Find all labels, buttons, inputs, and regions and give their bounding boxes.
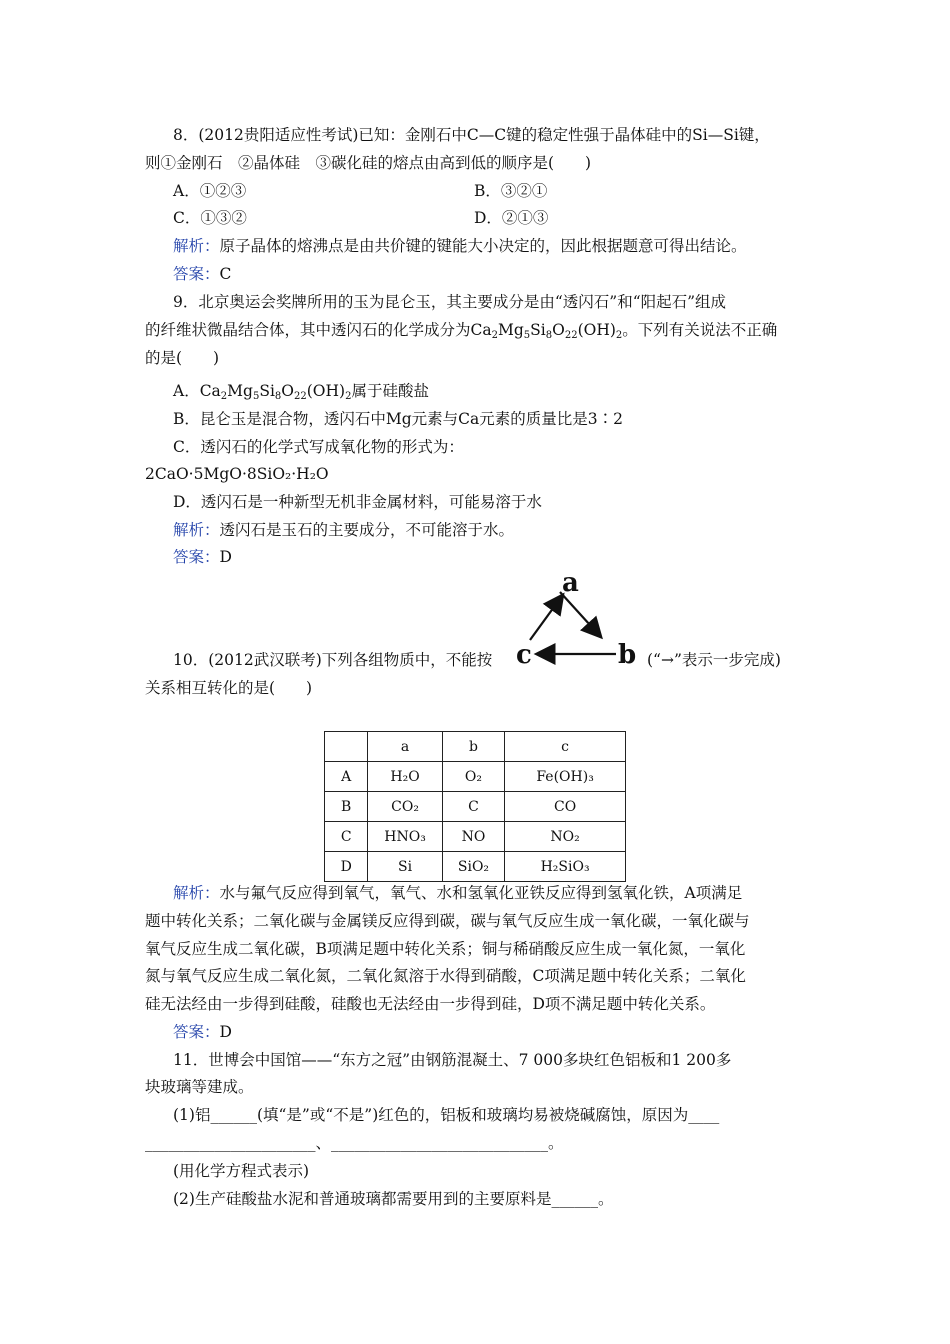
table-cell: HNO₃ bbox=[368, 822, 442, 852]
q9-text: O bbox=[552, 321, 565, 339]
table-cell: B bbox=[325, 792, 368, 822]
table-cell: NO₂ bbox=[505, 822, 626, 852]
table-cell: H₂O bbox=[368, 762, 442, 792]
q9-stem-line2 bbox=[145, 320, 777, 346]
q8-answer-label: 答案： bbox=[173, 265, 220, 283]
q11-stem-line2: 块玻璃等建成。 bbox=[145, 1078, 254, 1096]
q10-stem-line2: 关系相互转化的是( ) bbox=[145, 679, 313, 697]
table-cell: C bbox=[442, 792, 504, 822]
q9-stem-line3: 的是( ) bbox=[145, 349, 220, 367]
q9-text: Si bbox=[259, 382, 275, 400]
q9-text: O bbox=[281, 382, 295, 400]
table-cell: C bbox=[325, 822, 368, 852]
q9-sub: 22 bbox=[294, 391, 307, 402]
q8-stem-line1: 8．(2012贵阳适应性考试)已知：金刚石中C—C键的稳定性强于晶体硅中的Si—Si键， bbox=[173, 126, 770, 144]
table-cell: Fe(OH)₃ bbox=[505, 762, 626, 792]
table-header-cell bbox=[325, 732, 368, 762]
table-header-cell: c bbox=[505, 732, 626, 762]
q9-text: 的纤维状微晶结合体，其中透闪石的化学成分为Ca bbox=[145, 321, 492, 339]
table-cell: O₂ bbox=[442, 762, 504, 792]
diagram-node-c: c bbox=[516, 640, 532, 670]
q10-answer-value: D bbox=[219, 1023, 232, 1041]
table-row bbox=[325, 792, 626, 822]
q9-text: 属于硅酸盐 bbox=[351, 382, 429, 400]
q9-option-d: D．透闪石是一种新型无机非金属材料，可能易溶于水 bbox=[173, 493, 542, 511]
q10-stem-line1: 10．(2012武汉联考)下列各组物质中，不能按 bbox=[173, 651, 493, 669]
q10-stem-line1-end: (“→”表示一步完成) bbox=[647, 651, 781, 669]
table-header-row bbox=[325, 732, 626, 762]
q8-option-b: B．③②① bbox=[474, 182, 548, 200]
q11-part1-blanks: ______________________、____________________________。 bbox=[145, 1134, 564, 1152]
q8-analysis bbox=[173, 236, 747, 256]
q9-option-c-formula: 2CaO·5MgO·8SiO₂·H₂O bbox=[145, 465, 329, 483]
q8-answer-value: C bbox=[219, 265, 232, 283]
q8-analysis-label: 解析： bbox=[173, 237, 220, 255]
table-cell: CO bbox=[505, 792, 626, 822]
table-header-cell: b bbox=[442, 732, 504, 762]
q9-text: Si bbox=[530, 321, 546, 339]
q9-analysis-text: 透闪石是玉石的主要成分，不可能溶于水。 bbox=[219, 521, 515, 539]
q9-sub: 2 bbox=[491, 330, 498, 341]
table-row bbox=[325, 822, 626, 852]
q9-sub: 2 bbox=[615, 330, 623, 341]
q10-analysis-label: 解析： bbox=[173, 884, 220, 902]
q9-option-a bbox=[173, 381, 429, 407]
table-cell: CO₂ bbox=[368, 792, 442, 822]
q11-part1-note: (用化学方程式表示) bbox=[173, 1162, 310, 1180]
table-header-cell: a bbox=[368, 732, 442, 762]
q9-text: A．Ca bbox=[173, 382, 221, 400]
q9-sub: 2 bbox=[220, 391, 228, 402]
q10-answer-label: 答案： bbox=[173, 1023, 220, 1041]
q8-option-c: C．①③② bbox=[173, 209, 247, 227]
diagram-node-a: a bbox=[562, 568, 579, 598]
table-cell: H₂SiO₃ bbox=[505, 852, 626, 882]
q8-answer bbox=[173, 264, 231, 284]
conversion-cycle-diagram bbox=[512, 566, 642, 674]
q9-answer-label: 答案： bbox=[173, 548, 220, 566]
table-cell: SiO₂ bbox=[442, 852, 504, 882]
arrow-a-to-b bbox=[560, 592, 600, 636]
q9-answer-value: D bbox=[219, 548, 232, 566]
q10-analysis-line5: 硅无法经由一步得到硅酸，硅酸也无法经由一步得到硅，D项不满足题中转化关系。 bbox=[145, 995, 716, 1013]
q11-part2: (2)生产硅酸盐水泥和普通玻璃都需要用到的主要原料是______。 bbox=[173, 1190, 614, 1208]
q11-stem-line1: 11．世博会中国馆——“东方之冠”由钢筋混凝土、7 000多块红色铝板和1 200多 bbox=[173, 1051, 732, 1069]
q10-analysis-line2: 题中转化关系；二氧化碳与金属镁反应得到碳，碳与氧气反应生成一氧化碳，一氧化碳与 bbox=[145, 912, 750, 930]
table-cell: Si bbox=[368, 852, 442, 882]
q8-analysis-text: 原子晶体的熔沸点是由共价键的键能大小决定的，因此根据题意可得出结论。 bbox=[219, 237, 747, 255]
q9-sub: 8 bbox=[274, 391, 282, 402]
q9-option-c: C．透闪石的化学式写成氧化物的形式为： bbox=[173, 438, 464, 456]
q9-text: 。下列有关说法不正确 bbox=[622, 321, 778, 339]
q10-analysis-text: 水与氟气反应得到氧气，氧气、水和氢氧化亚铁反应得到氢氧化铁，A项满足 bbox=[219, 884, 743, 902]
arrow-c-to-a bbox=[530, 596, 562, 640]
q8-option-a: A．①②③ bbox=[173, 182, 247, 200]
table-row bbox=[325, 762, 626, 792]
q10-analysis-line4: 氮与氧气反应生成二氧化氮，二氧化氮溶于水得到硝酸，C项满足题中转化关系；二氧化 bbox=[145, 967, 746, 985]
q9-sub: 22 bbox=[564, 330, 578, 341]
table-cell: NO bbox=[442, 822, 504, 852]
diagram-node-b: b bbox=[618, 640, 637, 670]
q10-analysis-line1 bbox=[173, 883, 742, 903]
q9-analysis bbox=[173, 520, 514, 540]
q9-text: (OH) bbox=[577, 321, 616, 339]
q9-text: (OH) bbox=[306, 382, 346, 400]
q9-text: Mg bbox=[497, 321, 524, 339]
q10-analysis-line3: 氧气反应生成二氧化碳，B项满足题中转化关系；铜与稀硝酸反应生成一氧化氮，一氧化 bbox=[145, 940, 746, 958]
q9-answer bbox=[173, 547, 232, 567]
table-row bbox=[325, 852, 626, 882]
q8-stem-line2: 则①金刚石 ②晶体硅 ③碳化硅的熔点由高到低的顺序是( ) bbox=[145, 154, 592, 172]
q11-part1-line1: (1)铝______(填“是”或“不是”)红色的，铝板和玻璃均易被烧碱腐蚀，原因为____ bbox=[173, 1106, 720, 1124]
q9-sub: 5 bbox=[252, 391, 260, 402]
q9-sub: 8 bbox=[545, 330, 553, 341]
q9-sub: 2 bbox=[345, 391, 352, 402]
table-cell: D bbox=[325, 852, 368, 882]
q9-stem-line1: 9．北京奥运会奖牌所用的玉为昆仑玉，其主要成分是由“透闪石”和“阳起石”组成 bbox=[173, 293, 727, 311]
table-cell: A bbox=[325, 762, 368, 792]
q9-sub: 5 bbox=[523, 330, 531, 341]
q9-text: Mg bbox=[227, 382, 253, 400]
q9-option-b: B．昆仑玉是混合物，透闪石中Mg元素与Ca元素的质量比是3∶2 bbox=[173, 410, 624, 428]
q10-answer bbox=[173, 1022, 232, 1042]
q10-options-table bbox=[324, 731, 626, 882]
q9-analysis-label: 解析： bbox=[173, 521, 220, 539]
q8-option-d: D．②①③ bbox=[474, 209, 549, 227]
